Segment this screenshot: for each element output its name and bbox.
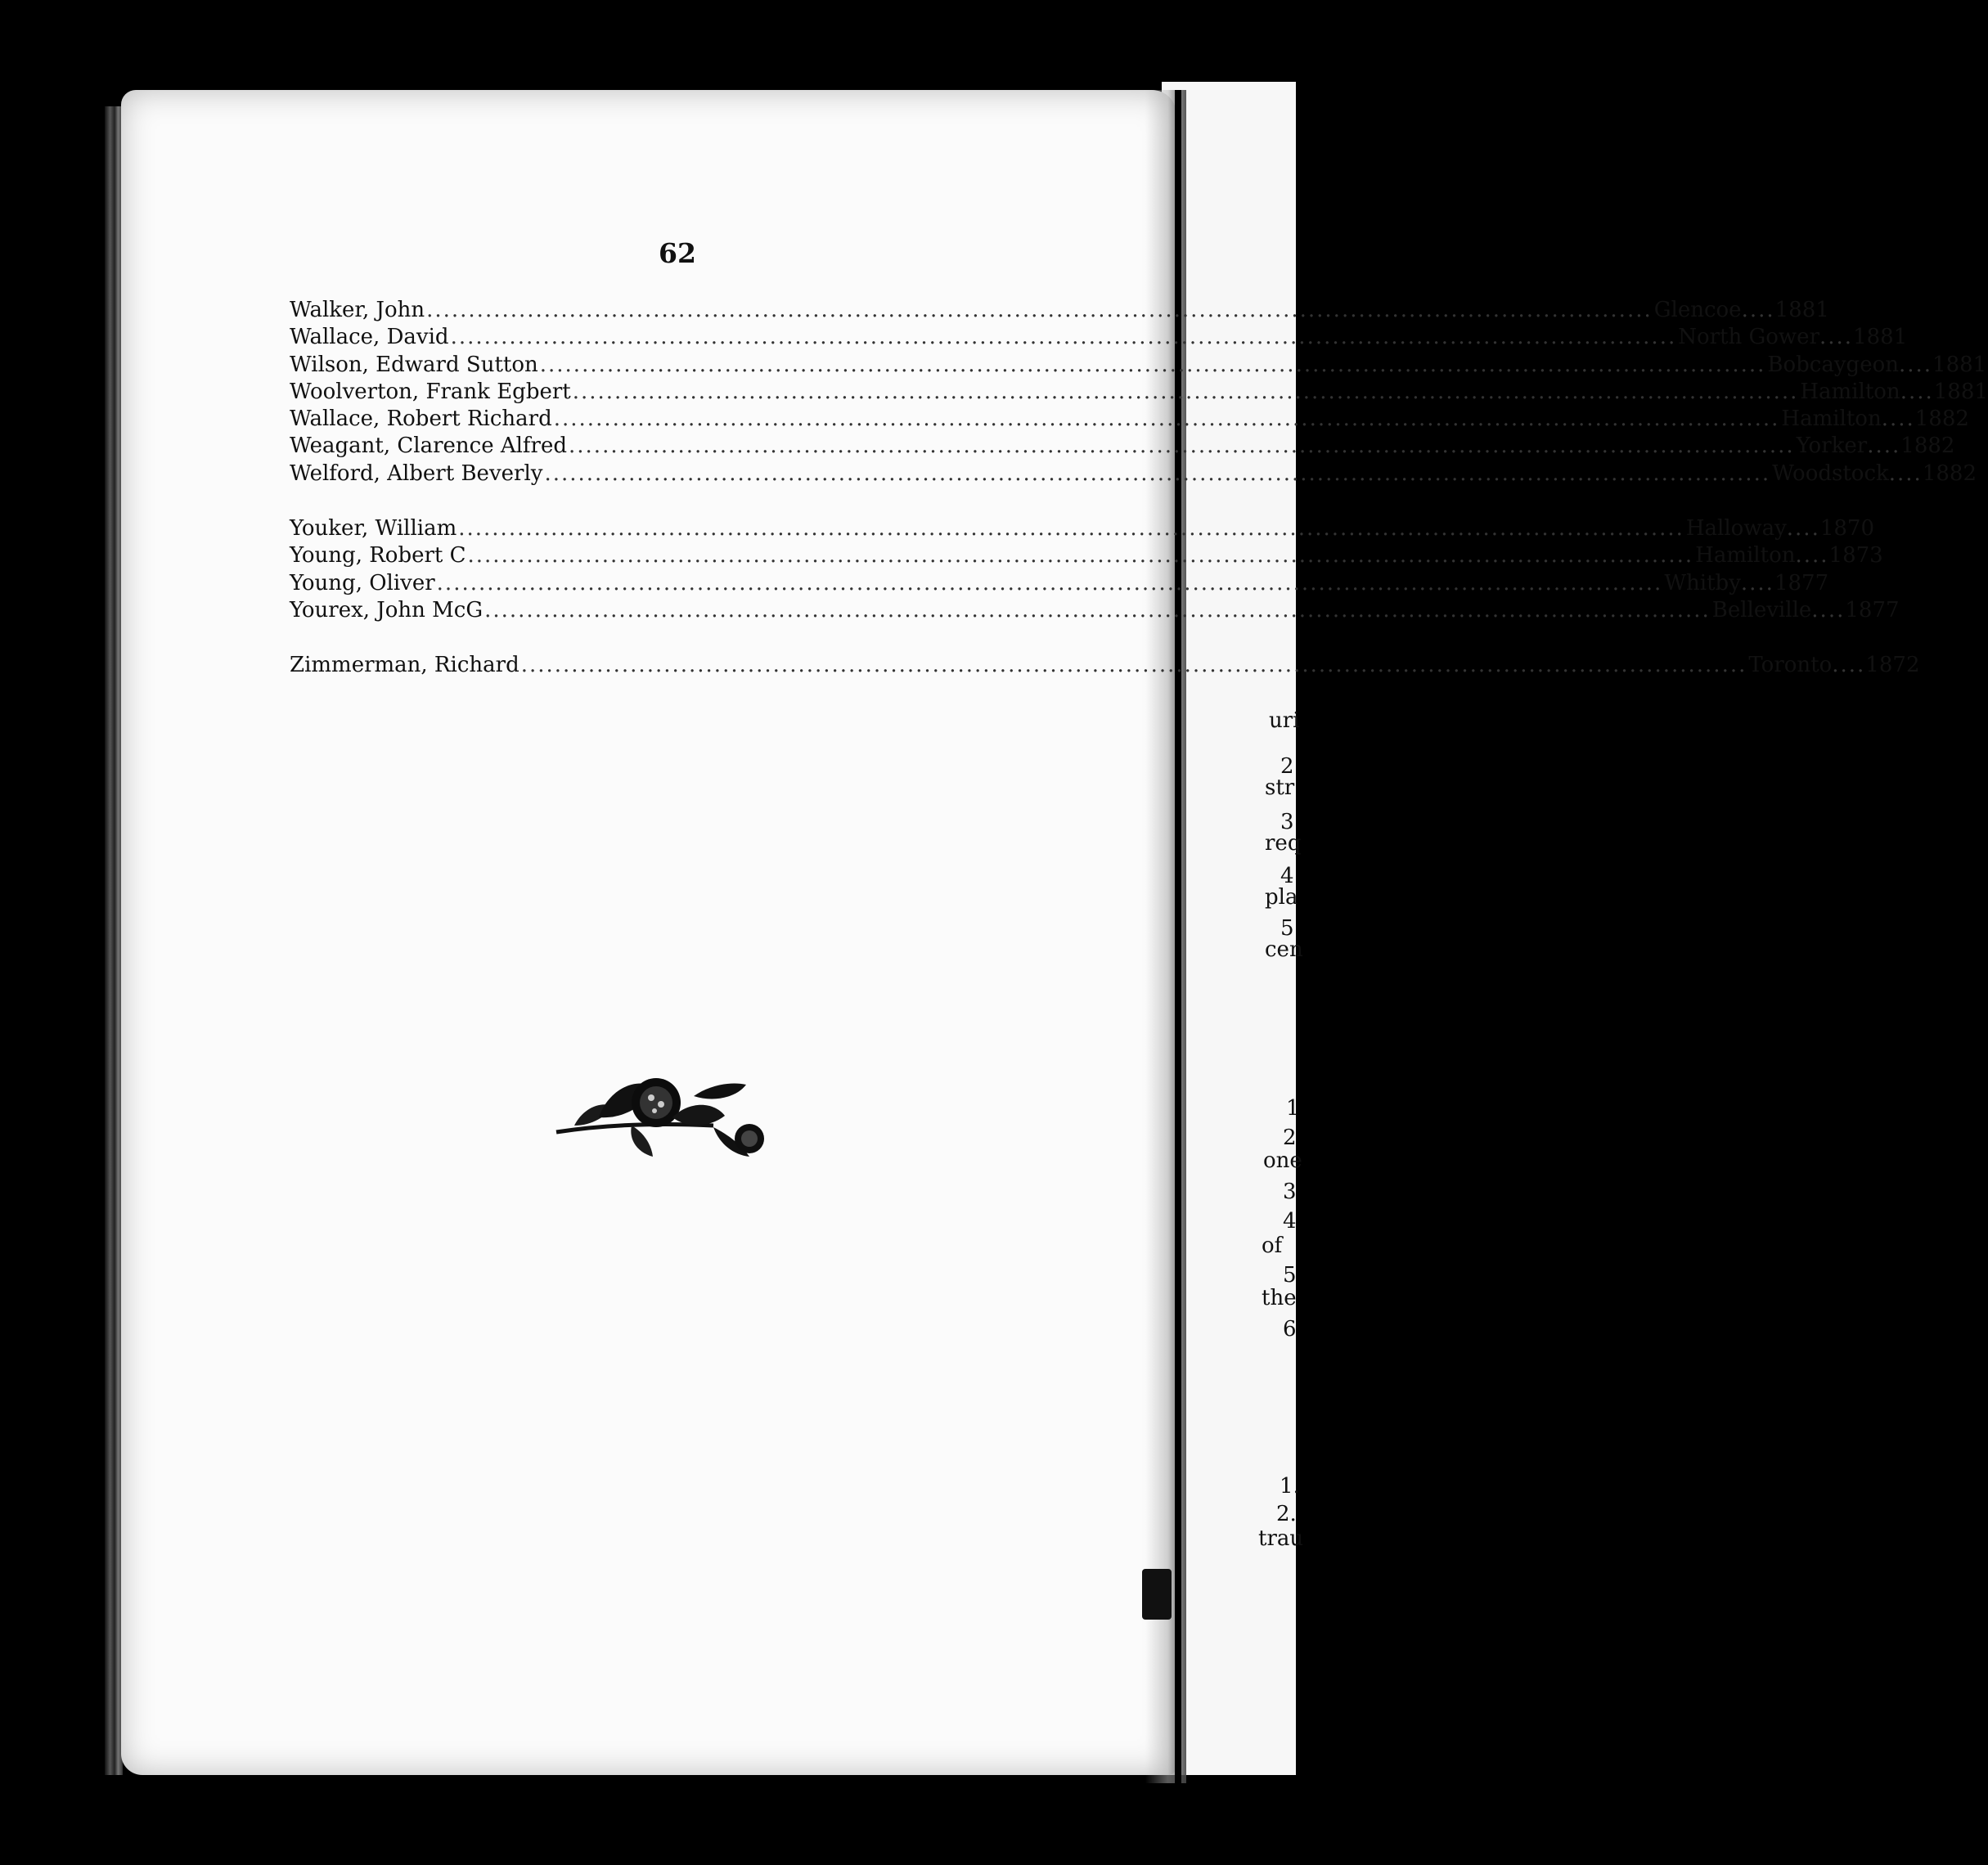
right-page-fragment: 5 [1283, 1263, 1297, 1288]
entry-name: Wallace, Robert Richard [290, 407, 552, 432]
entry-name: Welford, Albert Beverly [290, 461, 543, 486]
register-entry [290, 653, 1920, 680]
register-entry [290, 597, 1900, 625]
floral-ornament [550, 1068, 779, 1166]
register-entry [290, 516, 1875, 543]
register-entry [290, 298, 1829, 325]
right-page-fragment: str [1265, 775, 1295, 800]
right-page-fragment: 1. [1280, 1474, 1300, 1499]
right-page-fragment: 2 [1283, 1126, 1297, 1150]
right-page-fragment: 3 [1280, 810, 1294, 834]
entry-name: Walker, John [290, 298, 425, 322]
entry-place: North Gower [1678, 325, 1820, 350]
dot-leader [468, 543, 1694, 568]
dot-leader [484, 598, 1711, 622]
entry-place: Hamilton [1781, 407, 1882, 432]
entry-year: 1870 [1819, 516, 1875, 542]
right-page-fragment: 4 [1280, 864, 1294, 888]
dot-leader [451, 325, 1677, 349]
entry-place: Halloway [1685, 516, 1787, 542]
entry-name: Young, Robert C [290, 543, 466, 568]
right-page-fragment: 2. [1276, 1502, 1297, 1526]
register-list [290, 298, 1988, 681]
entry-name: Woolverton, Frank Egbert [290, 379, 571, 404]
dot-leader-short [1867, 434, 1900, 458]
right-page-fragment: pla [1265, 885, 1298, 910]
register-entry [290, 543, 1883, 570]
entry-name: Weagant, Clarence Alfred [290, 434, 568, 459]
dot-leader-short [1787, 516, 1820, 541]
right-page-fragment: trau [1258, 1526, 1304, 1551]
register-entry [290, 570, 1829, 598]
binding-clip [1142, 1569, 1172, 1620]
dot-leader-short [1900, 380, 1934, 404]
dot-leader [554, 407, 1780, 431]
entry-place: Woodstock [1772, 461, 1889, 486]
right-page-fragment: 5 [1280, 916, 1294, 941]
entry-year: 1881 [1933, 379, 1988, 404]
right-page-fragment: of [1262, 1234, 1283, 1258]
dot-leader [521, 653, 1747, 677]
register-entry [290, 379, 1988, 407]
entry-year: 1872 [1865, 653, 1920, 678]
dot-leader [573, 380, 1799, 404]
register-entry [290, 461, 1977, 488]
dot-leader [437, 571, 1663, 595]
register-entry [290, 434, 1955, 461]
page-stack-edge [105, 106, 123, 1775]
entry-name: Zimmerman, Richard [290, 653, 519, 678]
entry-place: Whitby [1664, 570, 1741, 595]
register-entry [290, 325, 1908, 352]
group-separator [290, 488, 1050, 516]
entry-name: Youker, William [290, 516, 457, 542]
dot-leader-short [1899, 353, 1932, 377]
right-page-fragment: 2 [1280, 754, 1294, 779]
entry-place: Yorker [1796, 434, 1868, 459]
group-separator [290, 625, 1050, 653]
right-page-fragment: req [1265, 831, 1302, 856]
entry-place: Belleville [1711, 597, 1812, 622]
right-page-fragment: 1 [1286, 1096, 1300, 1121]
entry-place: Toronto [1748, 653, 1833, 678]
right-page-fragment: uri [1269, 708, 1300, 733]
right-page-fragment: 4 [1283, 1209, 1297, 1234]
dot-leader-short [1741, 571, 1774, 595]
dot-leader [544, 461, 1770, 486]
entry-year: 1881 [1853, 325, 1908, 350]
right-page-fragment: the [1262, 1286, 1297, 1310]
right-page-fragment: 3 [1283, 1180, 1297, 1204]
dot-leader [569, 434, 1795, 458]
entry-name: Wallace, David [290, 325, 449, 350]
entry-place: Glencoe [1653, 298, 1742, 322]
entry-year: 1882 [1922, 461, 1977, 486]
register-entry [290, 352, 1987, 380]
dot-leader [540, 353, 1766, 377]
entry-year: 1882 [1900, 434, 1955, 459]
right-page-fragment: one [1263, 1148, 1302, 1173]
dot-leader [426, 298, 1653, 322]
dot-leader-short [1795, 543, 1828, 568]
page-number: 62 [659, 237, 696, 269]
dot-leader [458, 516, 1684, 541]
dot-leader-short [1882, 407, 1915, 431]
entry-year: 1881 [1932, 352, 1987, 377]
dot-leader-short [1819, 325, 1853, 349]
entry-year: 1881 [1774, 298, 1829, 322]
dot-leader-short [1742, 298, 1775, 322]
entry-year: 1877 [1845, 597, 1900, 622]
entry-place: Hamilton [1800, 379, 1900, 404]
entry-place: Bobcaygeon [1767, 352, 1899, 377]
entry-place: Hamilton [1695, 543, 1796, 568]
entry-year: 1873 [1828, 543, 1883, 568]
entry-year: 1882 [1914, 407, 1969, 432]
dot-leader-short [1832, 653, 1865, 677]
entry-year: 1877 [1774, 570, 1829, 595]
dot-leader-short [1811, 598, 1845, 622]
entry-name: Yourex, John McG [290, 597, 484, 622]
register-entry [290, 407, 1969, 434]
dot-leader-short [1889, 461, 1923, 486]
right-page-fragment: 6 [1283, 1317, 1297, 1341]
entry-name: Wilson, Edward Sutton [290, 352, 538, 377]
entry-name: Young, Oliver [290, 570, 435, 595]
right-page-fragment: cen [1265, 937, 1303, 962]
